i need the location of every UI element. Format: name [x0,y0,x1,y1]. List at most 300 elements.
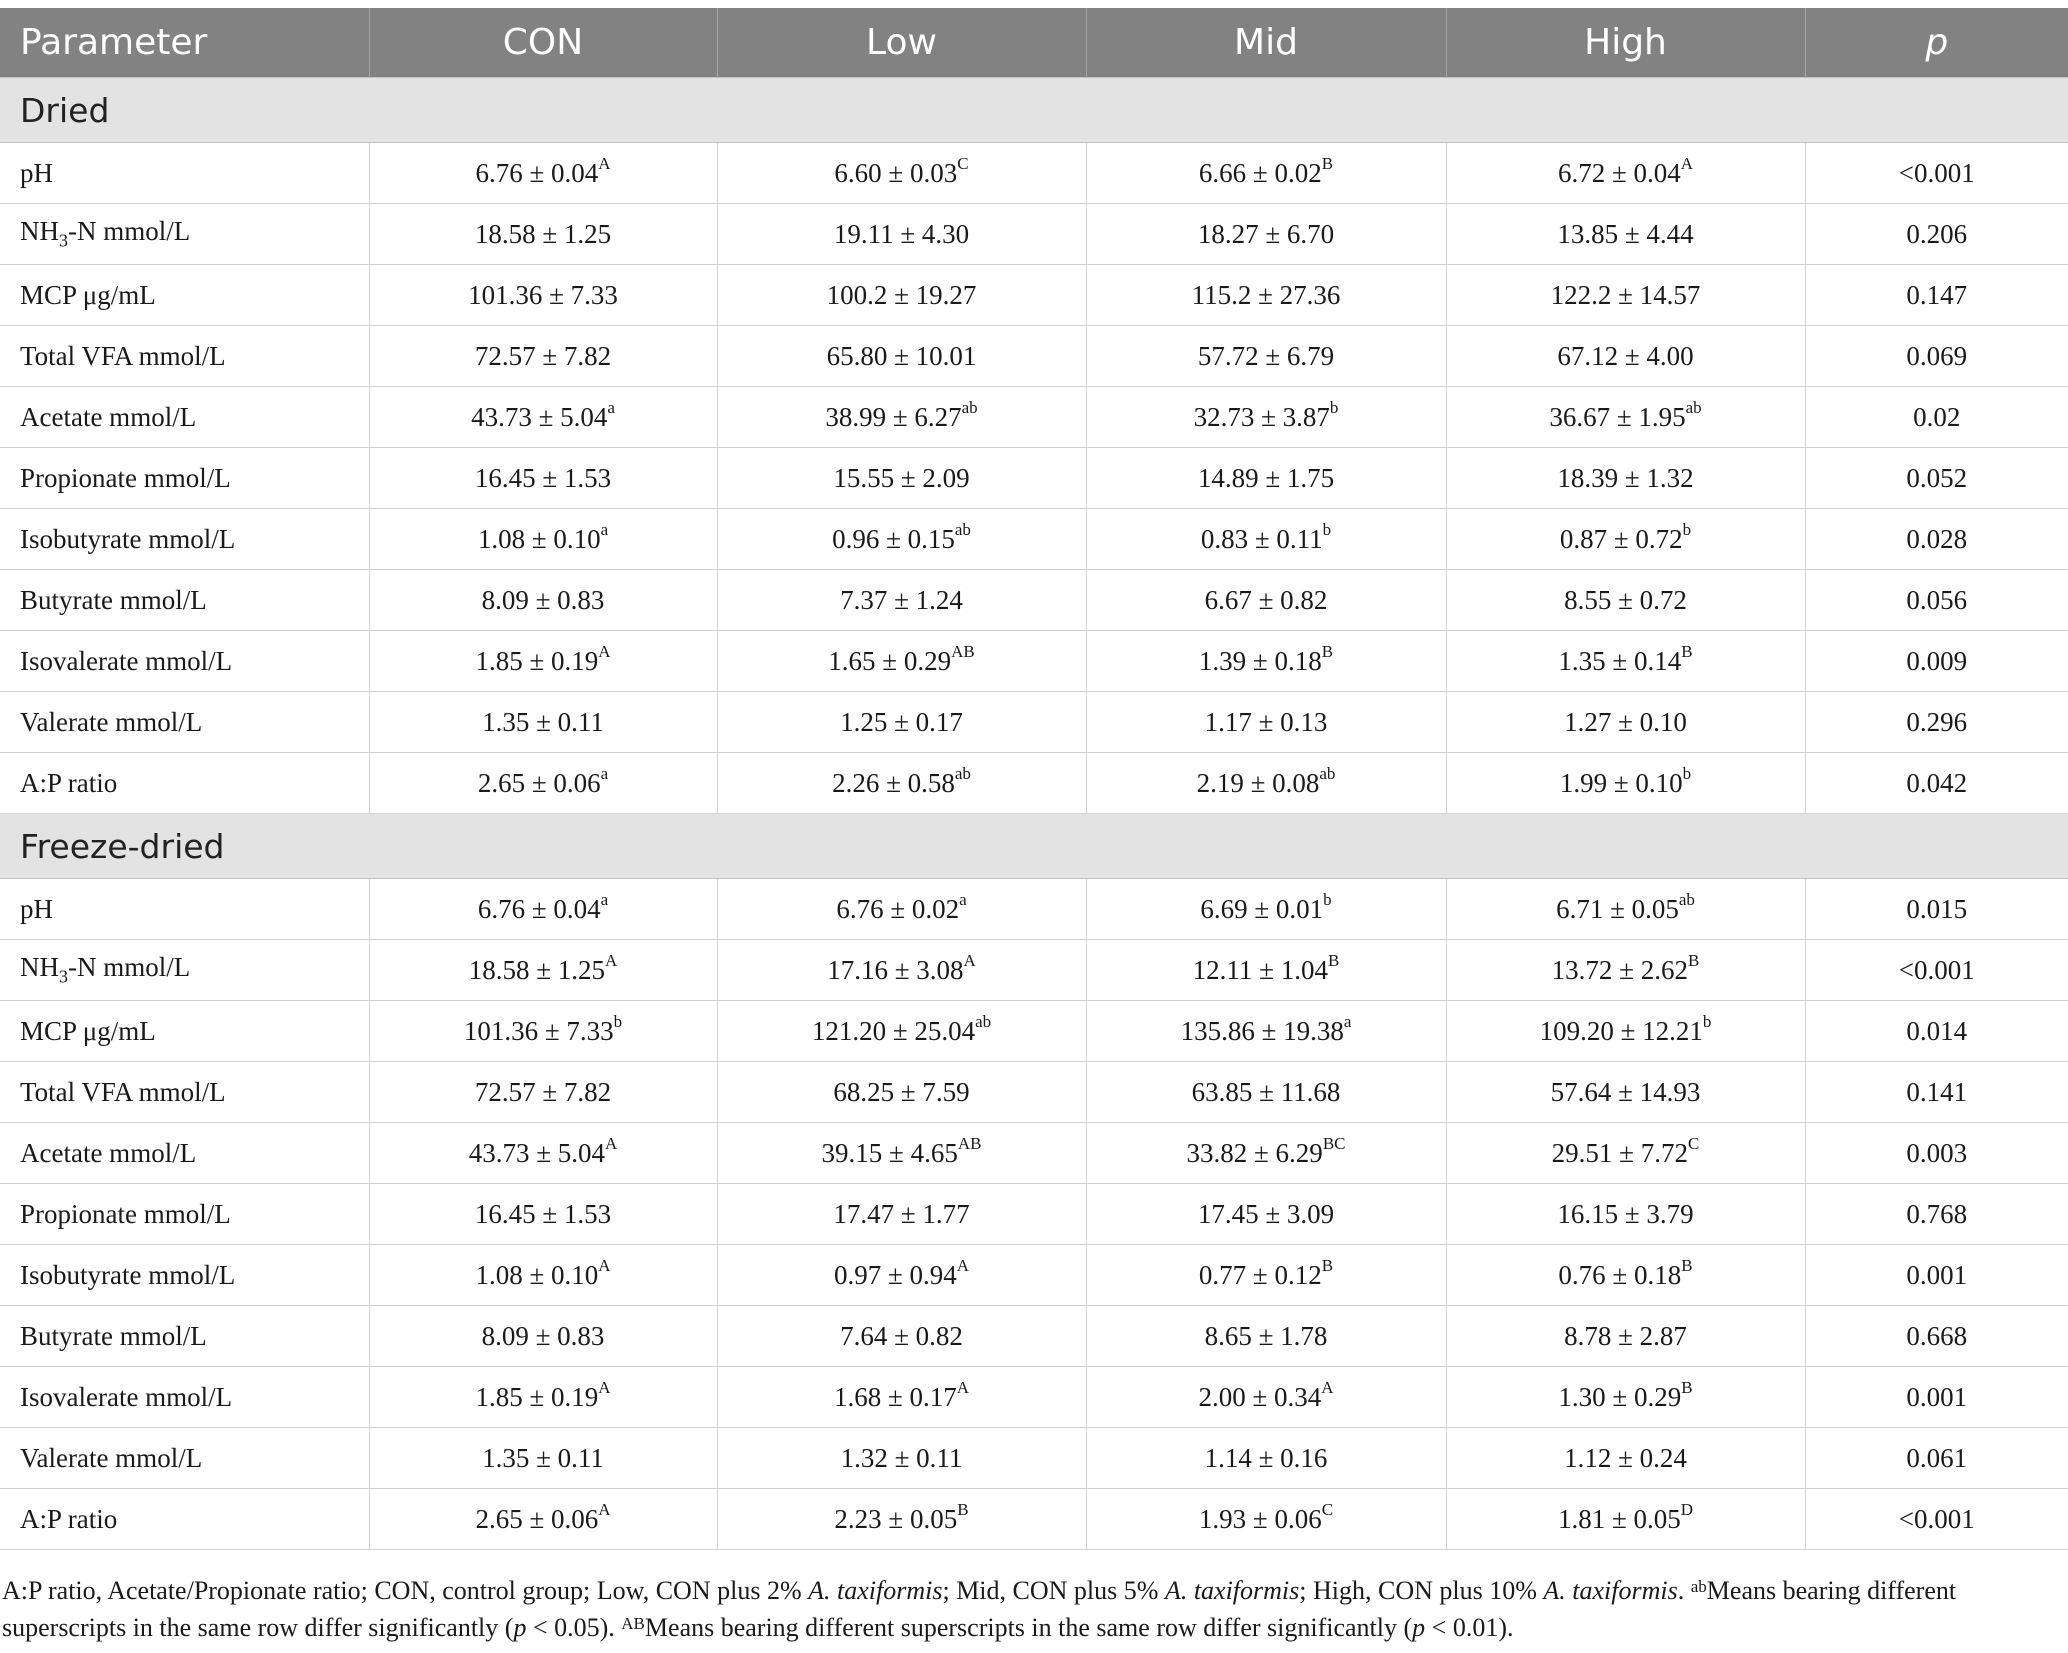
significance-superscript: B [1687,950,1700,970]
significance-superscript: A [1321,1377,1334,1397]
mean-sd-value: 1.85 ± 0.19 [475,645,599,676]
mean-sd-value: 1.93 ± 0.06 [1198,1503,1322,1534]
mean-sd-value: 101.36 ± 7.33 [468,279,618,310]
parameter-cell: MCP μg/mL [0,1001,369,1062]
mean-sd-value: 7.64 ± 0.82 [840,1320,963,1351]
section-row [0,814,2068,879]
mean-sd-value: 6.76 ± 0.04 [477,893,601,924]
value-cell [1446,940,1805,1001]
footnote-text: ; Mid, CON plus 5% [942,1576,1165,1605]
p-value-cell: 0.141 [1805,1062,2068,1123]
header-high: High [1446,8,1805,78]
value-cell [1446,509,1805,570]
value-cell [717,265,1086,326]
mean-sd-value: 0.83 ± 0.11 [1200,523,1323,554]
mean-sd-value: 0.77 ± 0.12 [1198,1259,1322,1290]
significance-superscript: B [1681,641,1693,661]
mean-sd-value: 57.72 ± 6.79 [1197,340,1335,371]
value-cell [1446,570,1805,631]
value-cell [369,1001,717,1062]
value-cell [369,692,717,753]
table-footnote [2,1572,2062,1646]
mean-sd-value: 16.45 ± 1.53 [474,1198,612,1229]
mean-sd-value: 19.11 ± 4.30 [833,218,970,249]
mean-sd-value: 2.19 ± 0.08 [1196,767,1320,798]
parameter-cell: pH [0,879,369,940]
mean-sd-value: 15.55 ± 2.09 [833,462,970,493]
mean-sd-value: 14.89 ± 1.75 [1197,462,1335,493]
mean-sd-value: 0.76 ± 0.18 [1558,1259,1682,1290]
mean-sd-value: 1.08 ± 0.10 [477,523,601,554]
value-cell [1086,631,1446,692]
value-cell [1086,326,1446,387]
value-cell [717,509,1086,570]
parameter-cell: Acetate mmol/L [0,1123,369,1184]
value-cell [369,940,717,1001]
value-cell [717,387,1086,448]
significance-superscript: B [1681,1255,1693,1275]
value-cell [1446,1367,1805,1428]
p-variable: p [1412,1613,1426,1642]
value-cell [369,1184,717,1245]
significance-superscript: ab [961,397,978,417]
mean-sd-value: 8.65 ± 1.78 [1204,1320,1328,1351]
value-cell [717,1245,1086,1306]
parameter-cell: Propionate mmol/L [0,448,369,509]
mean-sd-value: 13.72 ± 2.62 [1551,954,1688,985]
mean-sd-value: 1.27 ± 0.10 [1564,706,1687,737]
mean-sd-value: 6.72 ± 0.04 [1557,157,1681,188]
significance-superscript: A [956,1255,970,1275]
p-value-cell: 0.042 [1805,753,2068,814]
value-cell [1446,1123,1805,1184]
parameter-cell: Butyrate mmol/L [0,1306,369,1367]
significance-superscript: A [598,641,611,661]
value-cell [1446,204,1805,265]
species-name: A. taxiformis [808,1576,943,1605]
significance-superscript: A [605,1133,618,1153]
value-cell [1086,940,1446,1001]
table-row [0,1306,2068,1367]
value-cell [717,879,1086,940]
mean-sd-value: 1.68 ± 0.17 [833,1381,957,1412]
p-value-cell: 0.147 [1805,265,2068,326]
value-cell [1446,631,1805,692]
significance-superscript: b [613,1011,623,1031]
mean-sd-value: 43.73 ± 5.04 [471,401,608,432]
mean-sd-value: 1.35 ± 0.11 [482,1442,604,1473]
p-value-cell: 0.056 [1805,570,2068,631]
mean-sd-value: 1.81 ± 0.05 [1557,1503,1681,1534]
p-value-cell: <0.001 [1805,1489,2068,1550]
section-title: Dried [0,78,2068,143]
value-cell [1086,448,1446,509]
value-cell [1446,1184,1805,1245]
parameter-cell: pH [0,143,369,204]
table-row [0,265,2068,326]
section-title: Freeze-dried [0,814,2068,879]
significance-superscript: B [1327,950,1340,970]
value-cell [717,940,1086,1001]
table-row [0,1062,2068,1123]
parameter-cell: Butyrate mmol/L [0,570,369,631]
value-cell [1446,1062,1805,1123]
p-value-cell: 0.768 [1805,1184,2068,1245]
value-cell [1446,143,1805,204]
p-variable: p [513,1613,527,1642]
value-cell [717,1123,1086,1184]
table-row [0,1001,2068,1062]
mean-sd-value: 38.99 ± 6.27 [825,401,962,432]
mean-sd-value: 12.11 ± 1.04 [1192,954,1328,985]
mean-sd-value: 1.99 ± 0.10 [1559,767,1683,798]
mean-sd-value: 1.30 ± 0.29 [1558,1381,1682,1412]
table-row [0,692,2068,753]
mean-sd-value: 8.55 ± 0.72 [1564,584,1687,615]
value-cell [369,1306,717,1367]
mean-sd-value: 6.76 ± 0.04 [475,157,599,188]
table-row [0,1245,2068,1306]
table-row [0,570,2068,631]
value-cell [1086,387,1446,448]
value-cell [1086,1367,1446,1428]
mean-sd-value: 109.20 ± 12.21 [1539,1015,1703,1046]
value-cell [369,1062,717,1123]
mean-sd-value: 2.65 ± 0.06 [477,767,601,798]
significance-superscript: ab [1678,889,1695,909]
table-row [0,753,2068,814]
mean-sd-value: 16.45 ± 1.53 [474,462,612,493]
footnote-text: Means bearing different superscripts in the same row differ significantly ( [2,1576,1957,1642]
value-cell [717,204,1086,265]
parameter-cell: Total VFA mmol/L [0,326,369,387]
table-row [0,1367,2068,1428]
mean-sd-value: 135.86 ± 19.38 [1180,1015,1344,1046]
parameter-cell: Isobutyrate mmol/L [0,1245,369,1306]
value-cell [1446,692,1805,753]
footnote-text: < 0.05). [526,1613,622,1642]
mean-sd-value: 17.16 ± 3.08 [827,954,964,985]
significance-superscript: B [1681,1377,1693,1397]
header-con: CON [369,8,717,78]
mean-sd-value: 72.57 ± 7.82 [474,1076,612,1107]
significance-superscript: ab [954,519,971,539]
mean-sd-value: 63.85 ± 11.68 [1191,1076,1341,1107]
mean-sd-value: 16.15 ± 3.79 [1557,1198,1694,1229]
value-cell [1446,326,1805,387]
value-cell [1086,143,1446,204]
value-cell [1086,1489,1446,1550]
value-cell [717,692,1086,753]
mean-sd-value: 65.80 ± 10.01 [826,340,977,371]
mean-sd-value: 6.69 ± 0.01 [1200,893,1324,924]
value-cell [369,753,717,814]
table-header [0,8,2068,78]
value-cell [717,1001,1086,1062]
value-cell [369,448,717,509]
mean-sd-value: 6.66 ± 0.02 [1198,157,1322,188]
significance-superscript: ab [975,1011,992,1031]
mean-sd-value: 1.35 ± 0.14 [1558,645,1682,676]
table-row [0,509,2068,570]
parameter-cell: Isovalerate mmol/L [0,1367,369,1428]
p-value-cell: 0.206 [1805,204,2068,265]
parameter-cell: $NH_3-N$ mmol/L [0,940,369,1001]
mean-sd-value: 8.78 ± 2.87 [1564,1320,1687,1351]
parameter-cell: A:P ratio [0,1489,369,1550]
table-row [0,204,2068,265]
parameter-cell: Valerate mmol/L [0,692,369,753]
value-cell [1446,1245,1805,1306]
value-cell [717,326,1086,387]
significance-superscript: B [1321,153,1334,173]
p-value-cell: 0.009 [1805,631,2068,692]
mean-sd-value: 17.47 ± 1.77 [833,1198,970,1229]
mean-sd-value: 8.09 ± 0.83 [481,584,605,615]
value-cell [1446,753,1805,814]
mean-sd-value: 13.85 ± 4.44 [1557,218,1694,249]
mean-sd-value: 72.57 ± 7.82 [474,340,612,371]
value-cell [369,509,717,570]
significance-superscript: D [1680,1499,1694,1519]
results-table [0,8,2068,1550]
value-cell [369,1489,717,1550]
header-row [0,8,2068,78]
value-cell [717,1184,1086,1245]
mean-sd-value: 0.96 ± 0.15 [832,523,955,554]
value-cell [369,1123,717,1184]
parameter-cell: A:P ratio [0,753,369,814]
p-value-cell: 0.015 [1805,879,2068,940]
mean-sd-value: 6.67 ± 0.82 [1204,584,1328,615]
header-mid: Mid [1086,8,1446,78]
value-cell [717,448,1086,509]
parameter-cell: $NH_3-N$ mmol/L [0,204,369,265]
significance-superscript: A [598,1377,611,1397]
significance-superscript: B [1321,641,1334,661]
significance-superscript: a [959,889,967,909]
p-value-cell: 0.02 [1805,387,2068,448]
mean-sd-value: 1.35 ± 0.11 [482,706,604,737]
significance-superscript: b [1322,519,1332,539]
parameter-cell: MCP μg/mL [0,265,369,326]
mean-sd-value: 115.2 ± 27.36 [1191,279,1341,310]
table-body [0,78,2068,1550]
mean-sd-value: 6.60 ± 0.03 [834,157,958,188]
mean-sd-value: 6.76 ± 0.02 [836,893,960,924]
value-cell [1446,448,1805,509]
mean-sd-value: 1.32 ± 0.11 [840,1442,963,1473]
table-row [0,940,2068,1001]
p-value-cell: 0.069 [1805,326,2068,387]
p-value-cell: 0.052 [1805,448,2068,509]
mean-sd-value: 18.58 ± 1.25 [474,218,612,249]
table-row [0,326,2068,387]
value-cell [1446,1306,1805,1367]
table-row [0,1123,2068,1184]
parameter-cell: Total VFA mmol/L [0,1062,369,1123]
mean-sd-value: 1.85 ± 0.19 [475,1381,599,1412]
significance-superscript: C [1321,1499,1334,1519]
significance-superscript: a [600,889,609,909]
p-value-cell: 0.028 [1805,509,2068,570]
value-cell [369,204,717,265]
value-cell [369,570,717,631]
mean-sd-value: 6.71 ± 0.05 [1556,893,1679,924]
value-cell [717,631,1086,692]
value-cell [369,1245,717,1306]
mean-sd-value: 39.15 ± 4.65 [821,1137,958,1168]
p-value-cell: 0.061 [1805,1428,2068,1489]
significance-superscript: B [957,1499,969,1519]
mean-sd-value: 43.73 ± 5.04 [468,1137,606,1168]
significance-superscript: A [598,1255,611,1275]
significance-superscript: BC [1322,1133,1346,1153]
value-cell [1086,509,1446,570]
significance-superscript: ab [1319,763,1336,783]
value-cell [369,1428,717,1489]
table-row [0,1184,2068,1245]
value-cell [717,1428,1086,1489]
p-value-cell: 0.001 [1805,1245,2068,1306]
value-cell [369,1367,717,1428]
value-cell [369,879,717,940]
value-cell [369,326,717,387]
mean-sd-value: 57.64 ± 14.93 [1550,1076,1701,1107]
parameter-cell: Acetate mmol/L [0,387,369,448]
value-cell [369,631,717,692]
significance-superscript: a [607,397,615,417]
mean-sd-value: 0.97 ± 0.94 [833,1259,957,1290]
value-cell [1086,1245,1446,1306]
header-p: p [1805,8,2068,78]
header-parameter: Parameter [0,8,369,78]
value-cell [717,570,1086,631]
mean-sd-value: 121.20 ± 25.04 [811,1015,976,1046]
mean-sd-value: 1.17 ± 0.13 [1204,706,1328,737]
mean-sd-value: 67.12 ± 4.00 [1557,340,1694,371]
significance-superscript: b [1682,763,1692,783]
value-cell [717,143,1086,204]
value-cell [1086,1184,1446,1245]
significance-superscript: C [1687,1133,1700,1153]
significance-superscript: A [1680,153,1694,173]
footnote-superscript: AB [621,1614,645,1633]
table-row [0,387,2068,448]
mean-sd-value: 100.2 ± 19.27 [826,279,977,310]
p-value-cell: 0.003 [1805,1123,2068,1184]
value-cell [1446,1489,1805,1550]
significance-superscript: A [956,1377,970,1397]
mean-sd-value: 32.73 ± 3.87 [1193,401,1330,432]
significance-superscript: C [957,153,969,173]
mean-sd-value: 18.58 ± 1.25 [468,954,606,985]
value-cell [1446,265,1805,326]
significance-superscript: A [605,950,618,970]
value-cell [1446,387,1805,448]
header-low: Low [717,8,1086,78]
section-row [0,78,2068,143]
species-name: A. taxiformis [1543,1576,1678,1605]
value-cell [717,1062,1086,1123]
mean-sd-value: 122.2 ± 14.57 [1550,279,1701,310]
value-cell [1086,1062,1446,1123]
mean-sd-value: 1.25 ± 0.17 [840,706,963,737]
significance-superscript: b [1682,519,1692,539]
significance-superscript: B [1321,1255,1334,1275]
mean-sd-value: 101.36 ± 7.33 [463,1015,614,1046]
footnote-text: Means bearing different superscripts in the same row differ significantly ( [644,1613,1413,1642]
species-name: A. taxiformis [1164,1576,1300,1605]
value-cell [1446,879,1805,940]
value-cell [717,1367,1086,1428]
significance-superscript: a [600,763,609,783]
significance-superscript: b [1702,1011,1712,1031]
p-value-cell: 0.014 [1805,1001,2068,1062]
mean-sd-value: 29.51 ± 7.72 [1551,1137,1688,1168]
mean-sd-value: 0.87 ± 0.72 [1559,523,1683,554]
p-value-cell: 0.001 [1805,1367,2068,1428]
table-row [0,631,2068,692]
footnote-text: < 0.01). [1425,1613,1514,1642]
footnote-text: . [1677,1576,1691,1605]
mean-sd-value: 17.45 ± 3.09 [1197,1198,1335,1229]
value-cell [1086,1001,1446,1062]
p-value-cell: 0.668 [1805,1306,2068,1367]
parameter-cell: Valerate mmol/L [0,1428,369,1489]
mean-sd-value: 2.00 ± 0.34 [1198,1381,1322,1412]
significance-superscript: a [1343,1011,1352,1031]
parameter-cell: Isobutyrate mmol/L [0,509,369,570]
footnote-text: A:P ratio, Acetate/Propionate ratio; CON, control group; Low, CON plus 2% [2,1576,809,1605]
mean-sd-value: 18.27 ± 6.70 [1197,218,1335,249]
value-cell [1446,1428,1805,1489]
p-value-cell: <0.001 [1805,143,2068,204]
significance-superscript: AB [951,641,975,661]
mean-sd-value: 18.39 ± 1.32 [1557,462,1694,493]
mean-sd-value: 36.67 ± 1.95 [1549,401,1686,432]
value-cell [1446,1001,1805,1062]
p-value-cell: 0.296 [1805,692,2068,753]
value-cell [1086,753,1446,814]
value-cell [1086,265,1446,326]
value-cell [369,265,717,326]
value-cell [369,387,717,448]
significance-superscript: b [1323,889,1332,909]
mean-sd-value: 2.65 ± 0.06 [475,1503,599,1534]
value-cell [1086,1306,1446,1367]
significance-superscript: A [598,1499,611,1519]
table-row [0,143,2068,204]
table-row [0,879,2068,940]
table-row [0,448,2068,509]
value-cell [1086,1428,1446,1489]
significance-superscript: ab [954,763,971,783]
p-value-cell: <0.001 [1805,940,2068,1001]
mean-sd-value: 8.09 ± 0.83 [481,1320,605,1351]
mean-sd-value: 2.26 ± 0.58 [832,767,955,798]
value-cell [1086,1123,1446,1184]
table-row [0,1489,2068,1550]
value-cell [1086,204,1446,265]
mean-sd-value: 2.23 ± 0.05 [834,1503,958,1534]
footnote-text: ; High, CON plus 10% [1299,1576,1544,1605]
value-cell [369,143,717,204]
value-cell [1086,570,1446,631]
value-cell [717,1306,1086,1367]
table-row [0,1428,2068,1489]
value-cell [717,753,1086,814]
